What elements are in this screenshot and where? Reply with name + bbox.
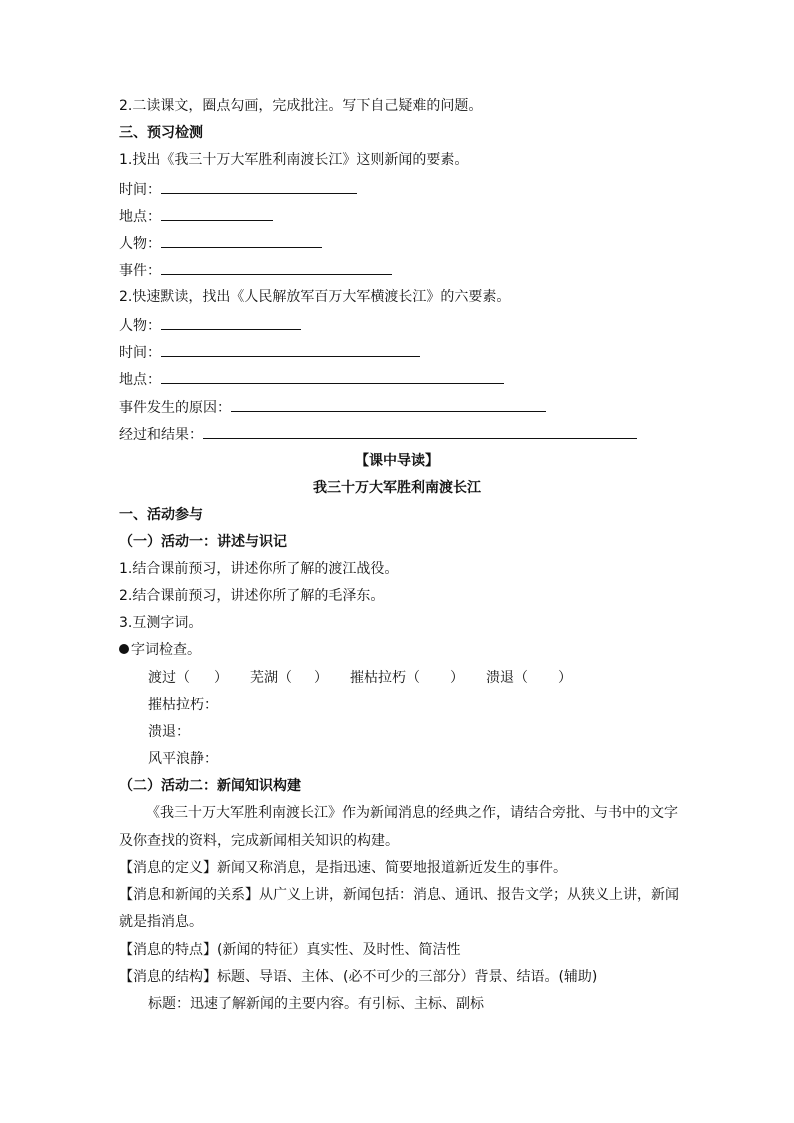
meaning-item: 风平浪静：: [148, 751, 218, 767]
answer-blank[interactable]: [161, 259, 392, 275]
title-note: 标题：迅速了解新闻的主要内容。有引标、主标、副标: [148, 996, 484, 1012]
section-title: 【课中导读】: [355, 453, 439, 469]
activity-2-heading: （二）活动二：新闻知识构建: [119, 778, 301, 794]
word-text: 溃退（: [486, 670, 528, 686]
activity-2-intro: 《我三十万大军胜利南渡长江》作为新闻消息的经典之作，请结合旁批、与书中的文字: [146, 805, 678, 821]
field-label: 地点：: [119, 209, 161, 225]
word-check-line: [119, 640, 201, 660]
news-definition: 【消息的定义】新闻又称消息，是指迅速、简要地报道新近发生的事件。: [119, 860, 567, 876]
article-title: 我三十万大军胜利南渡长江: [313, 480, 481, 496]
q2-field-place: [119, 368, 504, 390]
word-text: 芜湖（: [250, 670, 292, 686]
activity-1-item: 2.结合课前预习，讲述你所了解的毛泽东。: [119, 588, 385, 604]
answer-blank[interactable]: [231, 396, 546, 412]
answer-blank[interactable]: [161, 232, 322, 248]
paren-close: ）: [450, 670, 464, 686]
preview-question-1: 1.找出《我三十万大军胜利南渡长江》这则新闻的要素。: [119, 152, 469, 168]
q1-field-place: [119, 205, 273, 227]
meaning-item: 摧枯拉朽：: [148, 697, 218, 713]
answer-blank[interactable]: [161, 341, 420, 357]
preview-heading: 三、预习检测: [119, 125, 203, 141]
field-label: 时间：: [119, 345, 161, 361]
news-relation: 【消息和新闻的关系】从广义上讲，新闻包括：消息、通讯、报告文学；从狭义上讲，新闻: [119, 887, 679, 903]
field-label: 事件发生的原因：: [119, 400, 231, 416]
news-relation-cont: 就是指消息。: [119, 914, 203, 930]
word-check-label: 字词检查。: [131, 642, 201, 658]
word-item: [350, 668, 464, 688]
activity-1-item: 3.互测字词。: [119, 615, 203, 631]
activity-1-heading: （一）活动一：讲述与识记: [119, 534, 287, 550]
paren-close: ）: [214, 670, 228, 686]
paren-close: ）: [558, 670, 572, 686]
preview-question-2: 2.快速默读，找出《人民解放军百万大军横渡长江》的六要素。: [119, 289, 511, 305]
answer-blank[interactable]: [161, 368, 504, 384]
read-twice-instruction: 2.二读课文，圈点勾画，完成批注。写下自己疑难的问题。: [119, 98, 483, 114]
field-label: 经过和结果：: [119, 427, 203, 443]
field-label: 人物：: [119, 318, 161, 334]
q2-field-cause: [119, 396, 546, 418]
answer-blank[interactable]: [161, 178, 357, 194]
field-label: 地点：: [119, 372, 161, 388]
meaning-item: 溃退：: [148, 724, 190, 740]
word-text: 渡过（: [148, 670, 190, 686]
q2-field-process-result: [119, 423, 637, 445]
q1-field-people: [119, 232, 322, 254]
answer-blank[interactable]: [203, 423, 637, 439]
news-structure: 【消息的结构】标题、导语、主体、(必不可少的三部分）背景、结语。(辅助): [119, 969, 598, 985]
word-text: 摧枯拉朽（: [350, 670, 420, 686]
q2-field-people: [119, 314, 301, 336]
answer-blank[interactable]: [161, 314, 301, 330]
word-item: [250, 668, 328, 688]
field-label: 人物：: [119, 236, 161, 252]
q1-field-time: [119, 178, 357, 200]
q2-field-time: [119, 341, 420, 363]
activity-2-intro-cont: 及你查找的资料，完成新闻相关知识的构建。: [119, 833, 399, 849]
word-item: [486, 668, 572, 688]
bullet-icon: [119, 644, 129, 654]
paren-close: ）: [314, 670, 328, 686]
field-label: 事件：: [119, 263, 161, 279]
word-list-row: [148, 668, 572, 688]
q1-field-event: [119, 259, 392, 281]
activity-heading: 一、活动参与: [119, 507, 203, 523]
word-item: [148, 668, 228, 688]
activity-1-item: 1.结合课前预习，讲述你所了解的渡江战役。: [119, 561, 399, 577]
field-label: 时间：: [119, 182, 161, 198]
news-features: 【消息的特点】(新闻的特征）真实性、及时性、简洁性: [119, 942, 461, 958]
answer-blank[interactable]: [161, 205, 273, 221]
